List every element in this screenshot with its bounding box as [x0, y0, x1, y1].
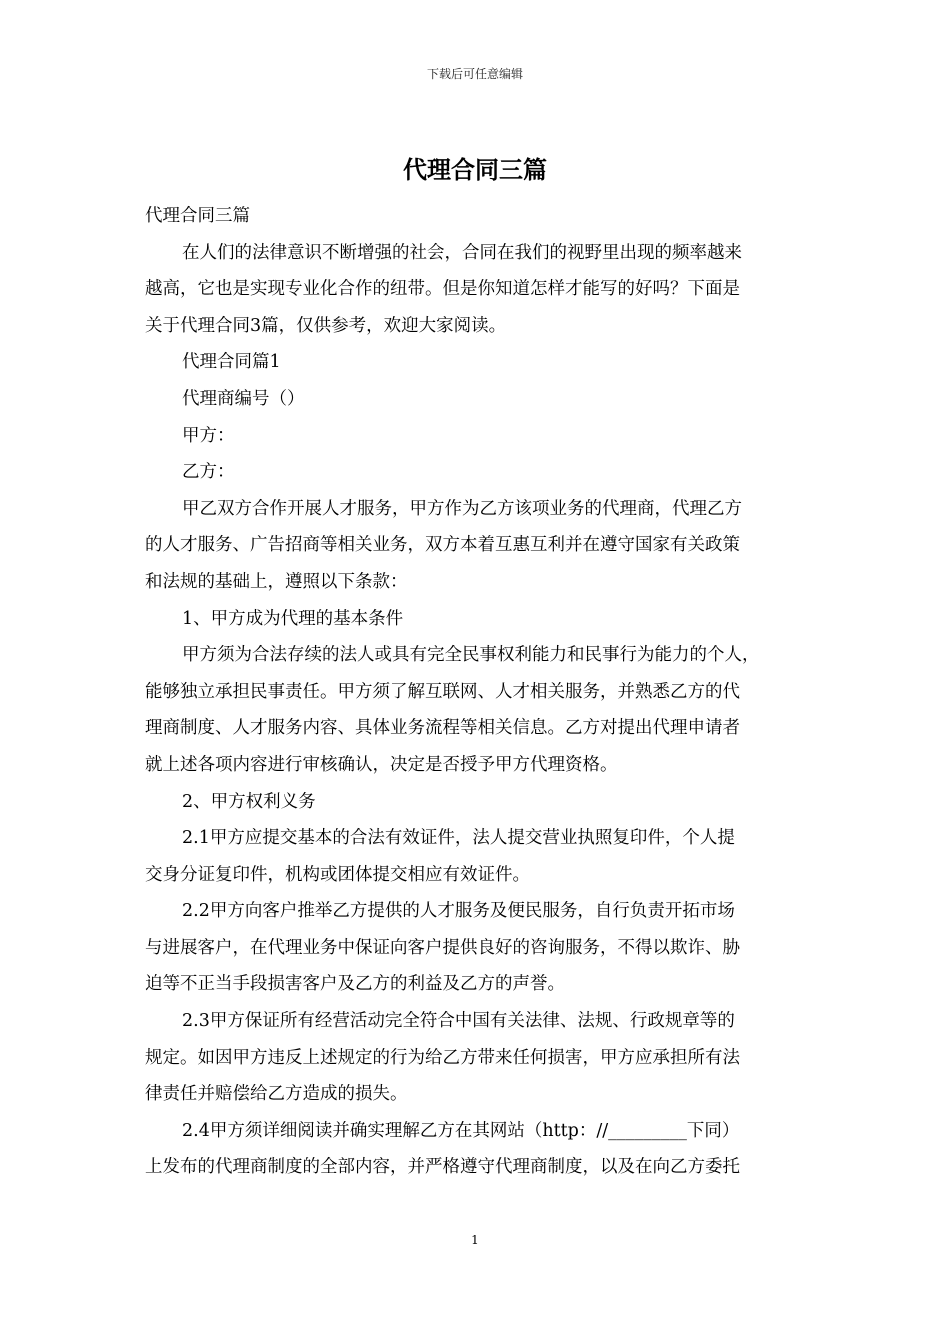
paragraph-line: 2、甲方权利义务 — [182, 791, 316, 812]
page-number: 1 — [471, 1233, 479, 1247]
paragraph-line: 能够独立承担民事责任。甲方须了解互联网、人才相关服务，并熟悉乙方的代 — [145, 681, 740, 702]
paragraph-line: 和法规的基础上，遵照以下条款： — [145, 571, 408, 592]
paragraph-line: 的人才服务、广告招商等相关业务，双方本着互惠互利并在遵守国家有关政策 — [145, 535, 740, 556]
paragraph-line: 甲乙双方合作开展人才服务，甲方作为乙方该项业务的代理商，代理乙方 — [182, 498, 742, 519]
paragraph-line: 2.3甲方保证所有经营活动完全符合中国有关法律、法规、行政规章等的 — [182, 1011, 735, 1032]
paragraph-line: 越高，它也是实现专业化合作的纽带。但是你知道怎样才能写的好吗？下面是 — [145, 279, 740, 300]
paragraph-line: 上发布的代理商制度的全部内容，并严格遵守代理商制度，以及在向乙方委托 — [145, 1157, 740, 1178]
paragraph-line: 理商制度、人才服务内容、具体业务流程等相关信息。乙方对提出代理申请者 — [145, 718, 740, 739]
paragraph-line: 2.2甲方向客户推举乙方提供的人才服务及便民服务，自行负责开拓市场 — [182, 901, 735, 922]
paragraph-line: 1、甲方成为代理的基本条件 — [182, 608, 404, 629]
paragraph-line: 乙方： — [182, 462, 235, 483]
body-lines — [145, 235, 809, 1186]
paragraph-line: 交身分证复印件，机构或团体提交相应有效证件。 — [145, 864, 530, 885]
paragraph-line: 代理商编号（） — [182, 388, 305, 409]
document-title: 代理合同三篇 — [403, 155, 547, 184]
paragraph-line: 甲方： — [182, 425, 235, 446]
paragraph-line: 关于代理合同3篇，仅供参考，欢迎大家阅读。 — [145, 315, 507, 336]
paragraph-line: 律责任并赔偿给乙方造成的损失。 — [145, 1084, 408, 1105]
paragraph-line: 甲方须为合法存续的法人或具有完全民事权利能力和民事行为能力的个人， — [182, 645, 760, 666]
paragraph-line: 迫等不正当手段损害客户及乙方的利益及乙方的声誉。 — [145, 974, 565, 995]
page-header: 下载后可任意编辑 — [426, 67, 523, 81]
paragraph-line: 2.1甲方应提交基本的合法有效证件，法人提交营业执照复印件，个人提 — [182, 828, 735, 849]
document-body — [145, 198, 809, 1186]
paragraph-line: 与进展客户，在代理业务中保证向客户提供良好的咨询服务，不得以欺诈、胁 — [145, 937, 740, 958]
paragraph-line: 代理合同篇1 — [182, 352, 281, 373]
paragraph-line: 就上述各项内容进行审核确认，决定是否授予甲方代理资格。 — [145, 754, 618, 775]
document-subtitle: 代理合同三篇 — [145, 206, 250, 226]
paragraph-line: 规定。如因甲方违反上述规定的行为给乙方带来任何损害，甲方应承担所有法 — [145, 1047, 740, 1068]
paragraph-line: 在人们的法律意识不断增强的社会，合同在我们的视野里出现的频率越来 — [182, 242, 742, 263]
paragraph-line: 2.4甲方须详细阅读并确实理解乙方在其网站（http：//_________下同） — [182, 1120, 740, 1141]
